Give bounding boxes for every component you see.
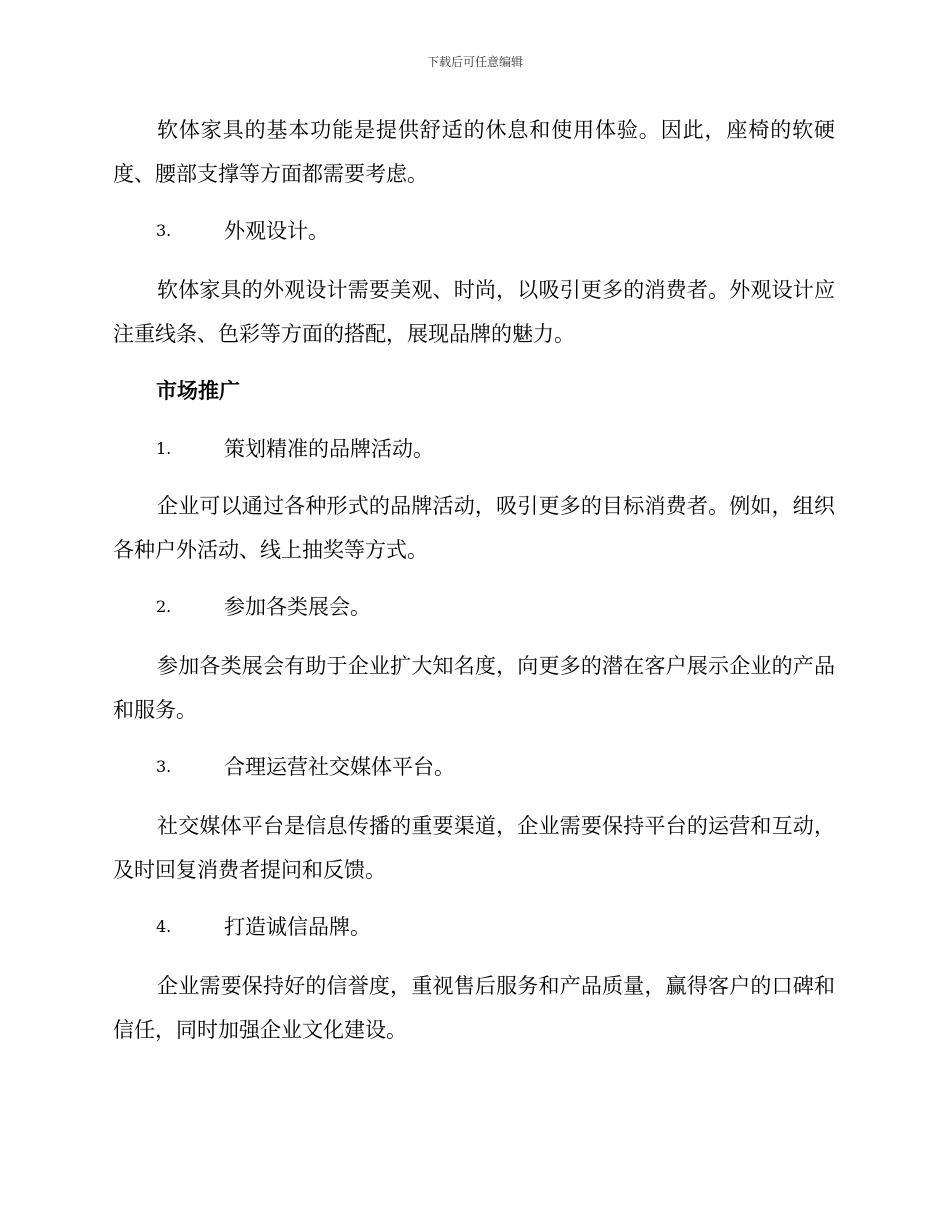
page-header: 下载后可任意编辑 xyxy=(426,55,523,69)
list-item-brand-activity xyxy=(0,434,950,464)
list-number: 3. xyxy=(156,221,172,240)
list-item-text: 策划精准的品牌活动。 xyxy=(224,437,434,461)
paragraph-appearance: 软体家具的外观设计需要美观、时尚，以吸引更多的消费者。外观设计应注重线条、色彩等方面的搭配，展现品牌的魅力。 xyxy=(113,278,835,346)
list-number: 1. xyxy=(156,439,172,458)
paragraph-social-media: 社交媒体平台是信息传播的重要渠道，企业需要保持平台的运营和互动，及时回复消费者提问和反馈。 xyxy=(113,814,835,882)
list-number: 4. xyxy=(156,917,172,936)
list-item-text: 参加各类展会。 xyxy=(224,595,371,619)
list-item-social-media xyxy=(0,752,950,782)
paragraph-exhibitions: 参加各类展会有助于企业扩大知名度，向更多的潜在客户展示企业的产品和服务。 xyxy=(113,654,835,722)
list-item-trust-brand xyxy=(0,912,950,942)
paragraph-brand-activity: 企业可以通过各种形式的品牌活动，吸引更多的目标消费者。例如，组织各种户外活动、线上抽奖等方式。 xyxy=(113,494,835,562)
section-heading: 市场推广 xyxy=(156,379,240,403)
list-number: 3. xyxy=(156,757,172,776)
list-item-appearance-design xyxy=(0,216,950,246)
list-item-text: 合理运营社交媒体平台。 xyxy=(224,755,455,779)
paragraph-trust-brand: 企业需要保持好的信誉度，重视售后服务和产品质量，赢得客户的口碑和信任，同时加强企业文化建设。 xyxy=(113,974,835,1042)
list-item-exhibitions xyxy=(0,592,950,622)
paragraph-function: 软体家具的基本功能是提供舒适的休息和使用体验。因此，座椅的软硬度、腰部支撑等方面都需要考虑。 xyxy=(113,118,835,186)
list-item-text: 打造诚信品牌。 xyxy=(224,915,371,939)
list-item-text: 外观设计。 xyxy=(224,219,329,243)
list-number: 2. xyxy=(156,597,172,616)
